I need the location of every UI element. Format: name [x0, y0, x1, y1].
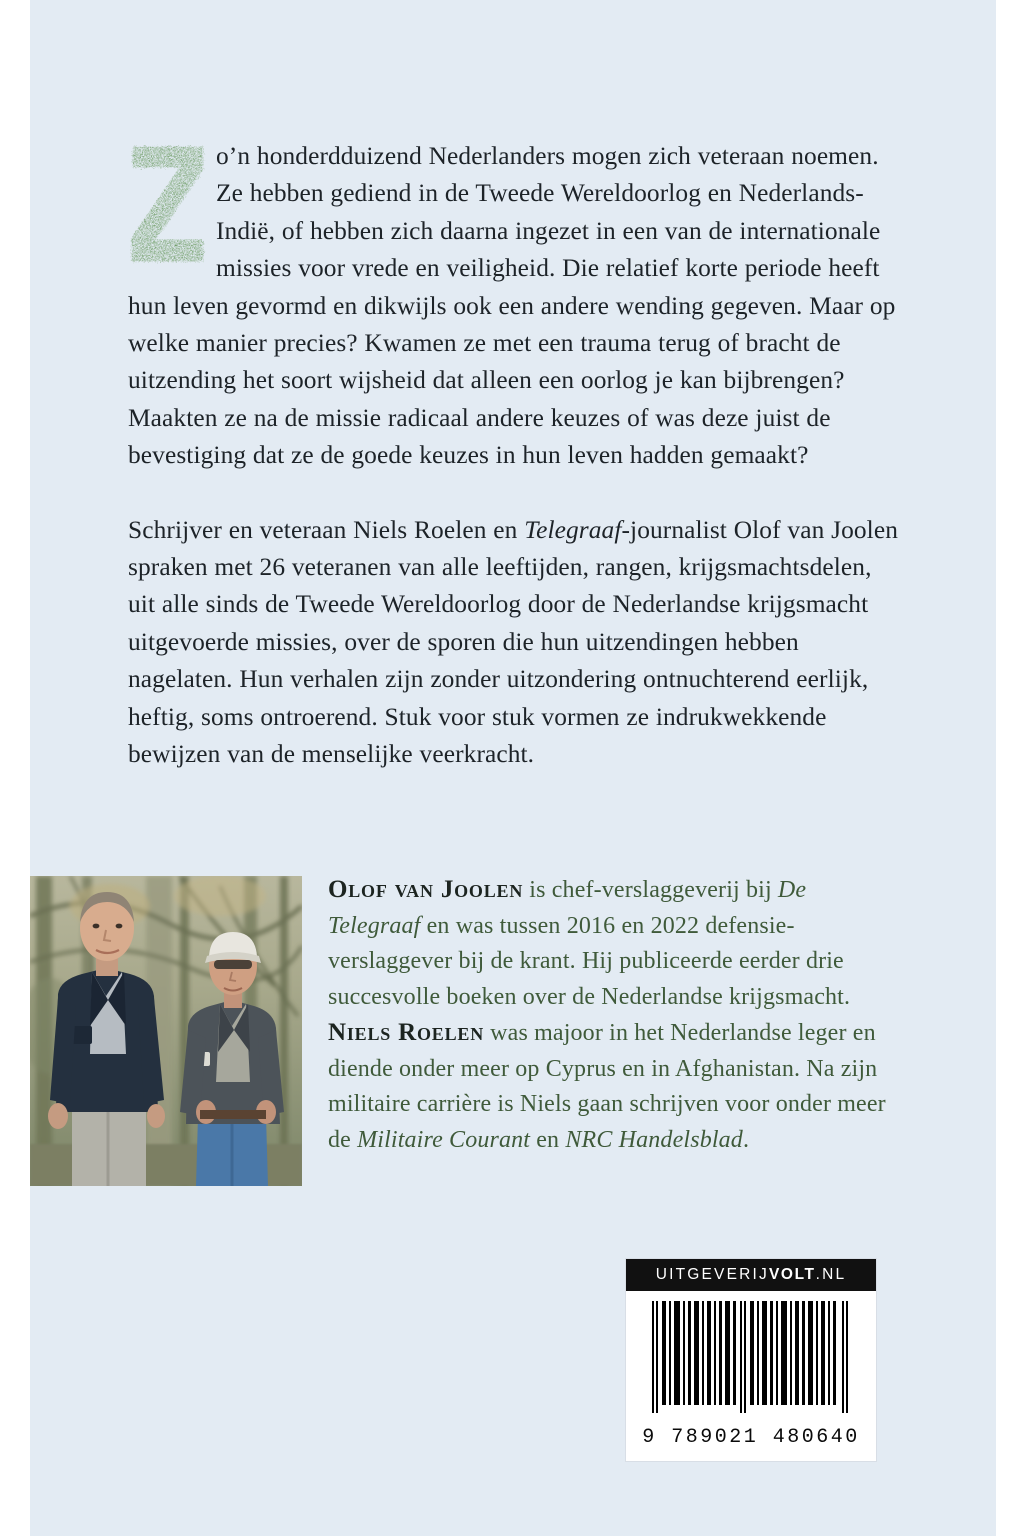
bio-italic-militaire-courant: Militaire Courant	[357, 1126, 531, 1153]
author-name-niels-roelen: Niels Roelen	[328, 1019, 485, 1046]
bio-seg-4: en	[530, 1126, 566, 1153]
ean13-barcode	[626, 1291, 876, 1461]
isbn-digits: 9 789021 480640	[642, 1426, 860, 1449]
publisher-label-uitgeverij: UITGEVERIJ	[655, 1266, 769, 1283]
bio-seg-2: en was tussen 2016 en 2022 defensie-verslaggever bij de krant. Hij publiceerde eerder drie succesvolle boeken over de Nederlandse krijgsmacht.	[328, 912, 851, 1010]
blurb-paragraph-1	[128, 138, 898, 475]
publisher-logo-text	[656, 1266, 847, 1284]
author-portrait-photo	[30, 876, 302, 1186]
blurb-text-block	[128, 138, 898, 774]
blurb-p2-part1: Schrijver en veteraan Niels Roelen en	[128, 515, 525, 544]
bio-seg-1: is chef-verslaggeverij bij	[523, 877, 778, 903]
author-name-olof-van-joolen: Olof van Joolen	[328, 876, 524, 903]
publisher-label-volt: VOLT	[768, 1266, 816, 1283]
publisher-label-nl: .NL	[815, 1266, 847, 1283]
author-bio-block	[328, 872, 888, 1158]
bio-italic-de-telegraaf: De Telegraaf	[328, 877, 807, 939]
bio-seg-5: .	[742, 1126, 750, 1153]
dropcap-letter-z	[128, 142, 208, 266]
blurb-p2-italic-telegraaf: Telegraaf	[524, 515, 622, 544]
bio-italic-nrc-handelsblad: NRC Handelsblad	[565, 1126, 743, 1153]
publisher-logo-bar	[626, 1259, 876, 1291]
author-bio-text	[328, 872, 888, 1158]
blurb-p2-part2: -journalist Olof van Joolen spraken met 26 veteranen van alle leeftijden, rangen, krijgsmachtsdelen, uit alle sinds de Tweede Wereldoorlog door de Nederlandse krijgsmacht uitgevoerde missies, over de sporen die hun uitzendingen hebben nagelaten. Hun verhalen zijn zonder uitzondering ontnuchterend eerlijk, heftig, soms ontroerend. Stuk voor stuk vormen ze indrukwekkende bewijzen van de menselijke veerkracht.	[128, 515, 898, 769]
blurb-paragraph-1-text: o’n honderdduizend Nederlanders mogen zich veteraan noemen. Ze hebben gediend in de Tweede Wereldoorlog en Nederlands-Indië, of hebben zich daarna ingezet in een van de internationale missies voor vrede en veiligheid. Die relatief korte periode heeft hun leven gevormd en dikwijls ook een andere wending gegeven. Maar op welke manier precies? Kwamen ze met een trauma terug of bracht de uitzending het soort wijsheid dat alleen een oorlog je kan bijbrengen? Maakten ze na de missie radicaal andere keuzes of was deze juist de bevestiging dat ze de goede keuzes in hun leven hadden gemaakt?	[128, 142, 896, 470]
blurb-paragraph-2	[128, 512, 898, 774]
barcode-block	[625, 1258, 877, 1462]
bio-seg-3: was majoor in het Nederlandse leger en diende onder meer op Cyprus en in Afghanistan. Na zijn militaire carrière is Niels gaan schrijven voor onder meer de	[328, 1020, 886, 1153]
book-back-cover-page	[30, 0, 996, 1536]
